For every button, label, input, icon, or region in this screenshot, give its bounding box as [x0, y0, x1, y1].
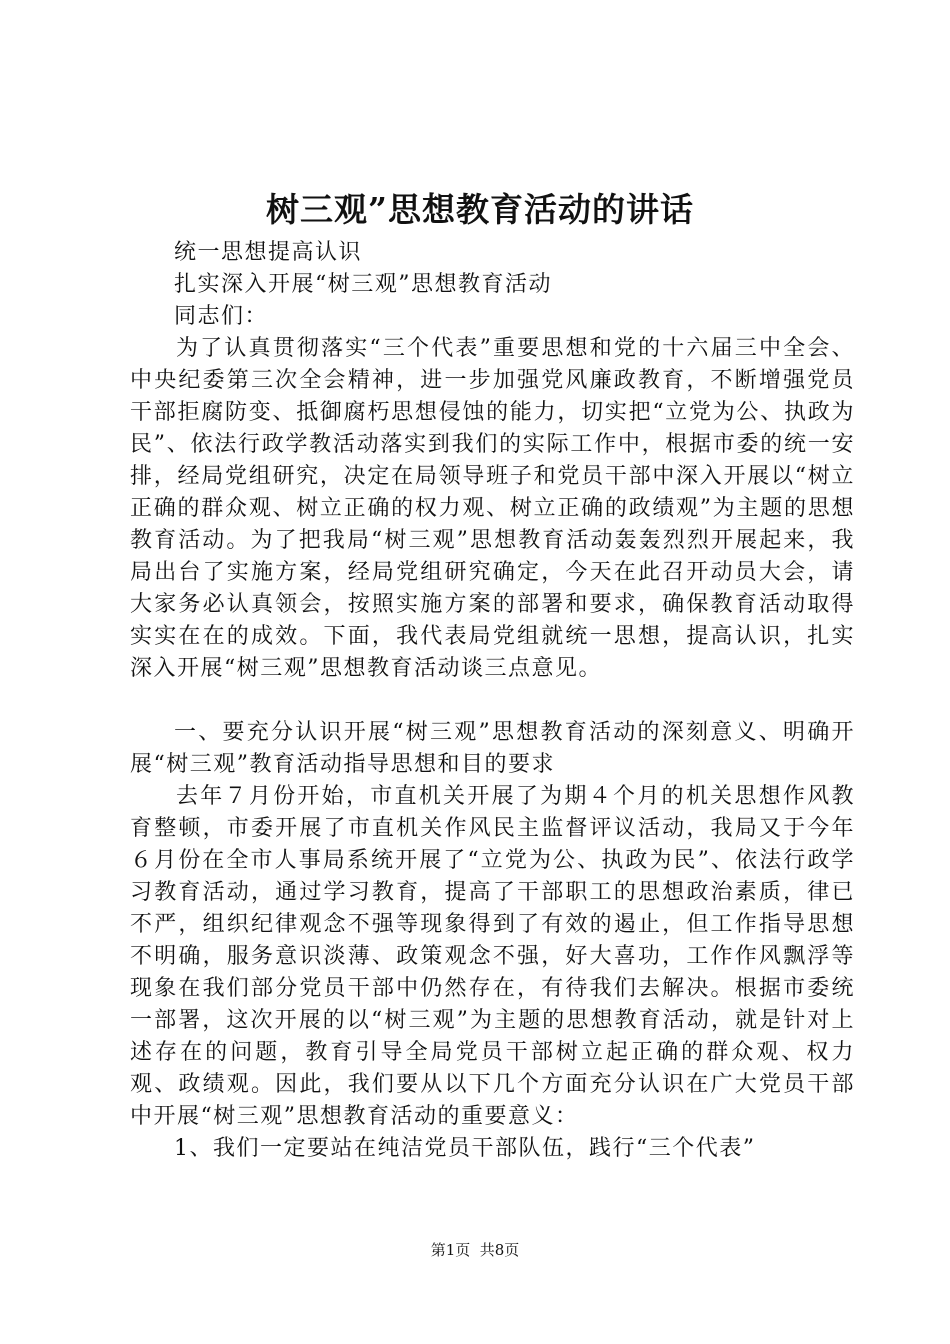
paragraph-point-1: 1、我们一定要站在纯洁党员干部队伍，践行“三个代表” — [174, 1136, 756, 1161]
subtitle-line-2: 扎实深入开展“树三观”思想教育活动 — [174, 272, 552, 297]
document-body — [130, 237, 855, 1165]
document-title: 树三观”思想教育活动的讲话 — [266, 190, 694, 229]
salutation: 同志们： — [174, 304, 269, 329]
page-footer: 第1页 共8页 — [430, 1241, 520, 1259]
paragraph-intro: 为了认真贯彻落实“三个代表”重要思想和党的十六届三中全会、中央纪委第三次全会精神，进一步加强党风廉政教育，不断增强党员干部拒腐防变、抵御腐朽思想侵蚀的能力，切实把“立党为公、执政为民”、依法行政学教活动落实到我们的实际工作中，根据市委的统一安排，经局党组研究，决定在局领导班子和党员干部中深入开展以“树立正确的群众观、树立正确的权力观、树立正确的政绩观”为主题的思想教育活动。为了把我局“树三观”思想教育活动轰轰烈烈开展起来，我局出台了实施方案，经局党组研究确定，今天在此召开动员大会，请大家务必认真领会，按照实施方案的部署和要求，确保教育活动取得实实在在的成效。下面，我代表局党组就统一思想，提高认识，扎实深入开展“树三观”思想教育活动谈三点意见。 — [130, 336, 855, 681]
paragraph-section-1: 去年７月份开始，市直机关开展了为期４个月的机关思想作风教育整顿，市委开展了市直机关作风民主监督评议活动，我局又于今年６月份在全市人事局系统开展了“立党为公、执政为民”、依法行政学习教育活动，通过学习教育，提高了干部职工的思想政治素质，律已不严，组织纪律观念不强等现象得到了有效的遏止，但工作指导思想不明确，服务意识淡薄、政策观念不强，好大喜功，工作作风飘浮等现象在我们部分党员干部中仍然存在，有待我们去解决。根据市委统一部署，这次开展的以“树三观”为主题的思想教育活动，就是针对上述存在的问题，教育引导全局党员干部树立起正确的群众观、权力观、政绩观。因此，我们要从以下几个方面充分认识在广大党员干部中开展“树三观”思想教育活动的重要意义： — [130, 784, 855, 1129]
section-heading-1: 一、要充分认识开展“树三观”思想教育活动的深刻意义、明确开展“树三观”教育活动指导思想和目的要求 — [130, 720, 855, 777]
subtitle-line-1: 统一思想提高认识 — [174, 240, 363, 265]
